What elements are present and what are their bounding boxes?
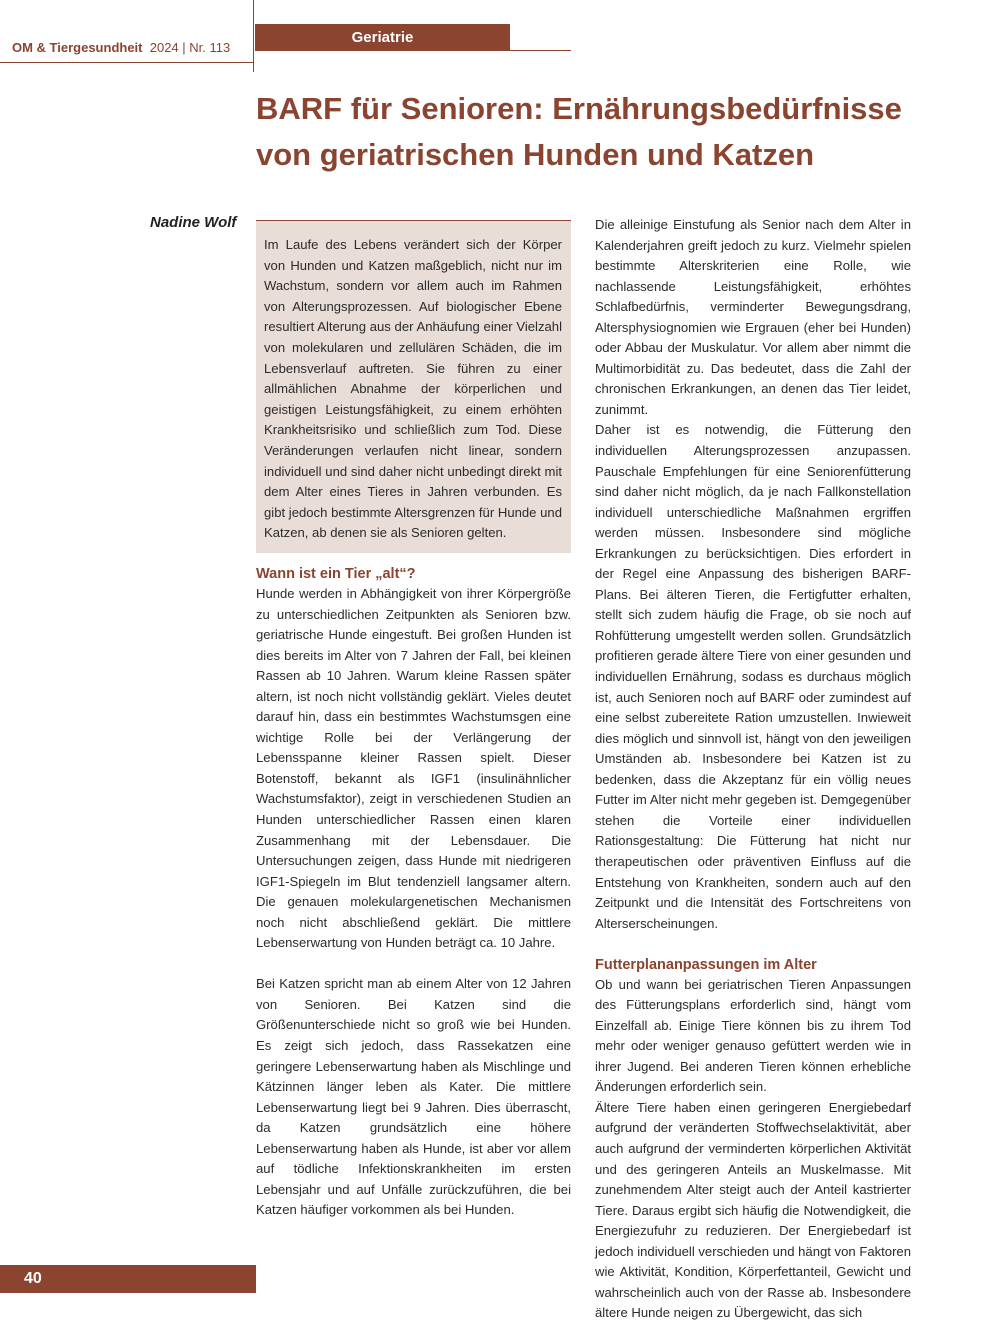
paragraph: Daher ist es notwendig, die Fütterung den individuellen Alterungsprozessen anzupassen. Pauschale Empfehlungen für eine Seniorenfütterung sind daher nicht möglich, da je nach Fallkonstellation individuell unterschiedliche Maßnahmen ergriffen werden müssen. Insbesondere sind mögliche Erkrankungen zu berücksichtigen. Dies erfordert in der Regel eine Anpassung des bisherigen BARF-Plans. Bei älteren Tieren, die Fertigfutter erhalten, stellt sich zudem häufig die Frage, ob sie noch auf Rohfütterung umgestellt werden sollen. Grundsätzlich profitieren gerade ältere Tiere von einer gesunden und individuellen Ernährung, sodass es durchaus möglich ist, auch Senioren noch auf BARF oder zumindest auf eine selbst zubereitete Ration umzustellen. Inwieweit dies möglich und sinnvoll ist, hängt von den jeweiligen Umständen ab. Insbesondere bei Katzen ist zu bedenken, dass die Akzeptanz für ein völlig neues Futter im Alter nicht mehr gegeben ist. Demgegenüber stehen die Vorteile einer individuellen Rationsgestaltung: Die Fütterung hat nicht nur therapeutischen oder präventiven Einfluss auf die Entstehung von Krankheiten, sondern auch auf den Zeitpunkt und die Intensität des Fortschreitens von Alterserscheinungen. [595, 422, 911, 931]
journal-issue: Nr. 113 [189, 40, 231, 55]
article-title: BARF für Senioren: Ernährungsbedürfnisse von geriatrischen Hunden und Katzen [256, 91, 902, 172]
paragraph: Ältere Tiere haben einen geringeren Energiebedarf aufgrund der veränderten Stoffwechselaktivität, aber auch aufgrund der verminderten körperlichen Aktivität und des geringeren Anteils an Muskelmasse. Mit zunehmendem Alter steigt auch der Anteil kastrierter Tiere. Daraus ergibt sich häufig die Notwendigkeit, die Energiezufuhr zu reduzieren. Der Energiebedarf ist jedoch individuell verschieden und hängt von Faktoren wie Aktivität, Kondition, Körperfettanteil, Gewicht und wahrscheinlich auch von der Rasse ab. Insbesondere ältere Hunde neigen zu Übergewicht, das sich [595, 1099, 911, 1321]
paragraph: Bei Katzen spricht man ab einem Alter von 12 Jahren von Senioren. Bei Katzen sind die Größenunterschiede nicht so groß wie bei Hunden. Es zeigt sich jedoch, dass Rassekatzen eine geringere Lebenserwartung haben als Mischlinge und Kätzinnen länger leben als Kater. Die mittlere Lebenserwartung liegt bei 9 Jahren. Dies überrascht, da Katzen grundsätzlich eine höhere Lebenserwartung haben als Hunde, ist aber vor allem auf tödliche Infektionskrankheiten im ersten Lebensjahr und auf Unfälle zurückzuführen, die bei Katzen häufiger vorkommen als bei Hunden. [256, 976, 571, 1218]
header-vertical-rule [253, 0, 254, 72]
journal-year: 2024 [149, 40, 179, 55]
section-heading-futterplan: Futterplananpassungen im Alter [595, 956, 817, 973]
page-number: 40 [24, 1270, 42, 1287]
journal-name: OM & Tiergesundheit [12, 40, 143, 55]
abstract-box [256, 220, 571, 553]
paragraph-gap [595, 934, 911, 955]
column-right [595, 215, 911, 1324]
section-tag: Geriatrie [255, 24, 510, 51]
abstract-text: Im Laufe des Lebens verändert sich der Körper von Hunden und Katzen maßgeblich, nicht nur im Wachstum, sondern vor allem auch im Rahmen von Alterungsprozessen. Auf biologischer Ebene resultiert Alterung aus der Anhäufung einer Vielzahl von molekularen und zellulären Schäden, die im Lebensverlauf auftreten. Sie führen zu einer allmählichen Abnahme der körperlichen und geistigen Leistungsfähigkeit, zu einem erhöhten Krankheitsrisiko und schließlich zum Tod. Diese Veränderungen verlaufen nicht linear, sondern individuell und sind daher nicht unbedingt direkt mit dem Alter eines Tieres in Jahren verbunden. Es gibt jedoch bestimmte Altersgrenzen für Hunde und Katzen, ab denen sie als Senioren gelten. [264, 237, 562, 541]
header-horizontal-rule [0, 62, 253, 63]
section-tag-rule [510, 50, 571, 51]
column-middle [256, 564, 571, 1221]
footer-bar [0, 1265, 256, 1293]
paragraph-continuation: Die alleinige Einstufung als Senior nach dem Alter in Kalenderjahren greift jedoch zu kurz. Vielmehr spielen bestimmte Alterskriterien eine Rolle, wie nachlassende Leistungsfähigkeit, erhöhtes Schlafbedürfnis, verminderter Bewegungsdrang, Altersphysiognomien wie Ergrauen (eher bei Hunden) oder Abbau der Muskulatur. Vor allem aber nimmt die Multimorbidität zu. Das bedeutet, dass die Zahl der chronischen Erkrankungen, an denen das Tier leidet, zunimmt. [595, 217, 911, 417]
article-author: Nadine Wolf [150, 214, 237, 231]
paragraph: Hunde werden in Abhängigkeit von ihrer Körpergröße zu unterschiedlichen Zeitpunkten als Senioren bzw. geriatrische Hunde eingestuft. Bei großen Hunden ist dies bereits im Alter von 7 Jahren der Fall, bei kleinen Rassen ab 10 Jahren. Warum kleine Rassen später altern, ist noch nicht vollständig geklärt. Vieles deutet darauf hin, dass ein bestimmtes Wachstumsgen eine wichtige Rolle bei der Verlängerung der Lebensspanne kleiner Rassen spielt. Dieser Botenstoff, bekannt als IGF1 (insulinähnlicher Wachstumsfaktor), zeigt in verschiedenen Studien an Hunden unterschiedlicher Rassen einen klaren Zusammenhang mit der Lebensdauer. Die Untersuchungen zeigen, dass Hunde mit niedrigeren IGF1-Spiegeln im Blut tendenziell langsamer altern. Die genauen molekulargenetischen Mechanismen noch nicht abschließend geklärt. Die mittlere Lebenserwartung von Hunden beträgt ca. 10 Jahre. [256, 586, 571, 951]
journal-separator: | [182, 40, 186, 55]
section-heading-alter: Wann ist ein Tier „alt“? [256, 566, 416, 582]
journal-info [12, 40, 230, 55]
paragraph-gap [256, 954, 571, 975]
paragraph: Ob und wann bei geriatrischen Tieren Anpassungen des Fütterungsplans erforderlich sind, hängt vom Einzelfall ab. Einige Tiere können bis zu ihrem Tod mehr oder weniger genauso gefüttert werden wie in ihrer Jugend. Bei anderen Tieren können erhebliche Änderungen erforderlich sein. [595, 976, 911, 1095]
